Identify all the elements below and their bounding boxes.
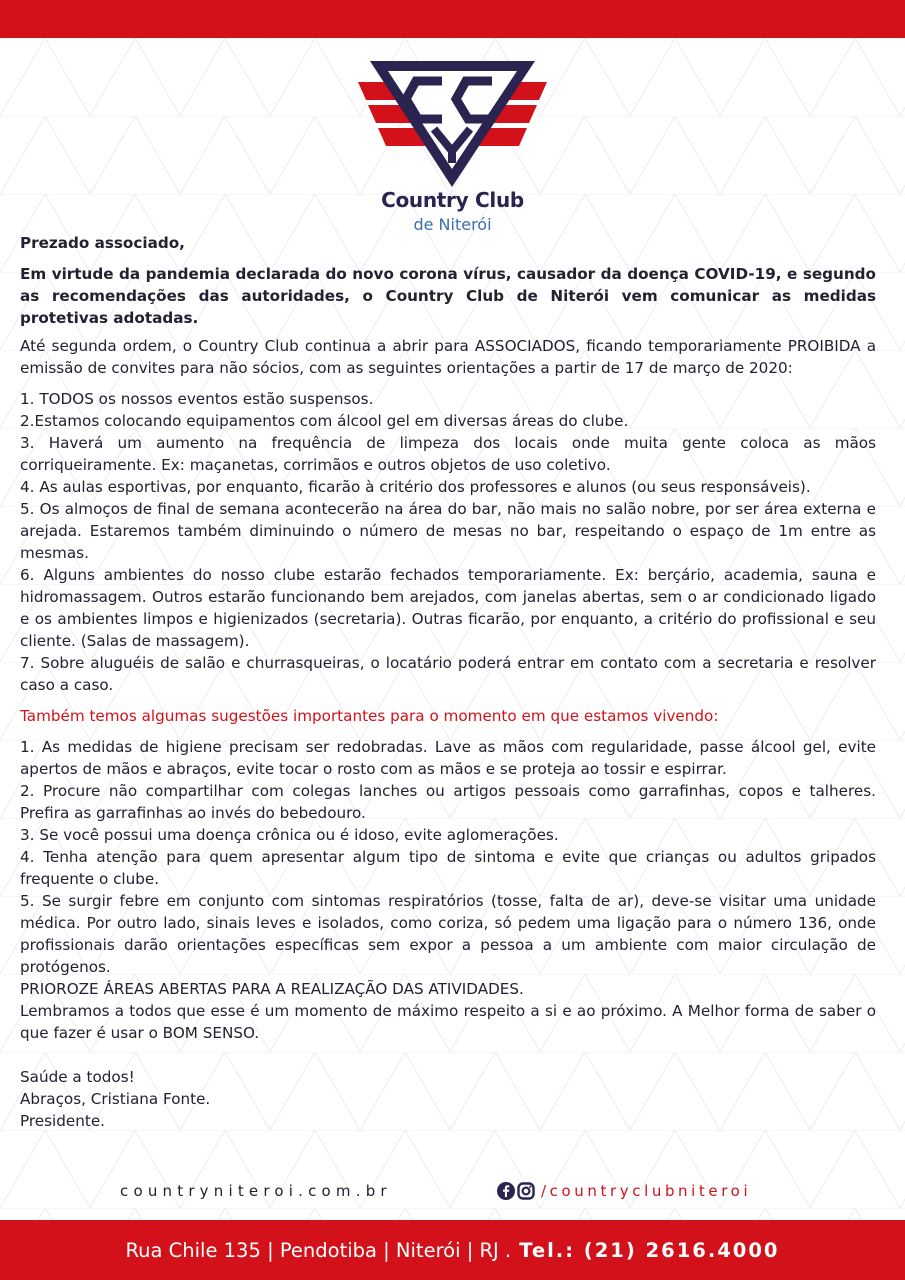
- measure-item: 7. Sobre aluguéis de salão e churrasqueiras, o locatário poderá entrar em contato com a secretaria e resolver caso a caso.: [20, 654, 876, 694]
- suggestion-item: 1. As medidas de higiene precisam ser redobradas. Lave as mãos com regularidade, passe álcool gel, evite apertos de mãos e abraços, evite tocar o rosto com as mãos e se proteja ao tossir e espirrar.: [20, 738, 876, 778]
- logo-club-name: Country Club: [381, 188, 524, 212]
- measure-item: 2.Estamos colocando equipamentos com álcool gel em diversas áreas do clube.: [20, 412, 629, 430]
- measure-item: 1. TODOS os nossos eventos estão suspensos.: [20, 390, 374, 408]
- suggestions-heading: Também temos algumas sugestões importantes para o momento em que estamos vivendo:: [20, 707, 719, 725]
- letter-body: [20, 232, 876, 1132]
- context-paragraph: Até segunda ordem, o Country Club continua a abrir para ASSOCIADOS, ficando temporariamente PROIBIDA a emissão de convites para não sócios, com as seguintes orientações a partir de 17 de março de 2020:: [20, 337, 876, 377]
- instagram-icon[interactable]: [517, 1182, 535, 1200]
- signoff-line: Abraços, Cristiana Fonte.: [20, 1090, 211, 1108]
- ccn-emblem-icon: [350, 55, 555, 190]
- intro-paragraph: Em virtude da pandemia declarada do novo corona vírus, causador da doença COVID-19, e segundo as recomendações das autoridades, o Country Club de Niterói vem comunicar as medidas protetivas adotadas.: [20, 265, 876, 327]
- club-logo: [350, 55, 555, 240]
- measure-item: 4. As aulas esportivas, por enquanto, ficarão à critério dos professores e alunos (ou seus responsáveis).: [20, 478, 811, 496]
- closing-paragraph: Lembramos a todos que esse é um momento de máximo respeito a si e ao próximo. A Melhor forma de saber o que fazer é usar o BOM SENSO.: [20, 1002, 876, 1042]
- suggestion-item: 4. Tenha atenção para quem apresentar algum tipo de sintoma e evite que crianças ou adultos gripados frequente o clube.: [20, 848, 876, 888]
- facebook-icon[interactable]: [497, 1182, 515, 1200]
- signoff-line: Saúde a todos!: [20, 1068, 135, 1086]
- logo-club-subtitle: de Niterói: [413, 215, 492, 234]
- address-text: Rua Chile 135 | Pendotiba | Niterói | RJ .: [125, 1238, 512, 1262]
- top-red-bar: [0, 0, 905, 38]
- measure-item: 6. Alguns ambientes do nosso clube estarão fechados temporariamente. Ex: berçário, academia, sauna e hidromassagem. Outros estarão funcionando bem arejados, com janelas abertas, sem o ar condicionado ligado e os ambientes limpos e higienizados (secretaria). Outras ficarão, por enquanto, a critério do profissional e seu cliente. (Salas de massagem).: [20, 566, 876, 650]
- suggestion-item: 2. Procure não compartilhar com colegas lanches ou artigos pessoais como garrafinhas, copos e talheres. Prefira as garrafinhas ao invés do bebedouro.: [20, 782, 876, 822]
- suggestion-item: 3. Se você possui uma doença crônica ou é idoso, evite aglomerações.: [20, 826, 559, 844]
- social-links[interactable]: [497, 1182, 751, 1200]
- measure-item: 3. Haverá um aumento na frequência de limpeza dos locais onde muita gente coloca as mãos corriqueiramente. Ex: maçanetas, corrimãos e outros objetos de uso coletivo.: [20, 434, 876, 474]
- measure-item: 5. Os almoços de final de semana acontecerão na área do bar, não mais no salão nobre, por ser área externa e arejada. Estaremos também diminuindo o número de mesas no bar, respeitando o espaço de 1m entre as mesmas.: [20, 500, 876, 562]
- greeting: Prezado associado,: [20, 234, 185, 252]
- suggestion-item: 5. Se surgir febre em conjunto com sintomas respiratórios (tosse, falta de ar), deve-se visitar uma unidade médica. Por outro lado, sinais leves e isolados, como coriza, só pedem uma ligação para o número 136, onde profissionais darão orientações específicas sem expor a pessoa a um ambiente com maior circulação de protógenos.: [20, 892, 876, 976]
- contact-bar: [0, 1220, 905, 1280]
- priority-notice: PRIOROZE ÁREAS ABERTAS PARA A REALIZAÇÃO DAS ATIVIDADES.: [20, 980, 524, 998]
- website-link[interactable]: countryniteroi.com.br: [120, 1182, 392, 1200]
- phone-number[interactable]: Tel.: (21) 2616.4000: [519, 1238, 780, 1262]
- social-handle[interactable]: /countryclubniteroi: [541, 1182, 752, 1200]
- signoff-line: Presidente.: [20, 1112, 106, 1130]
- footer-links: [0, 1182, 905, 1206]
